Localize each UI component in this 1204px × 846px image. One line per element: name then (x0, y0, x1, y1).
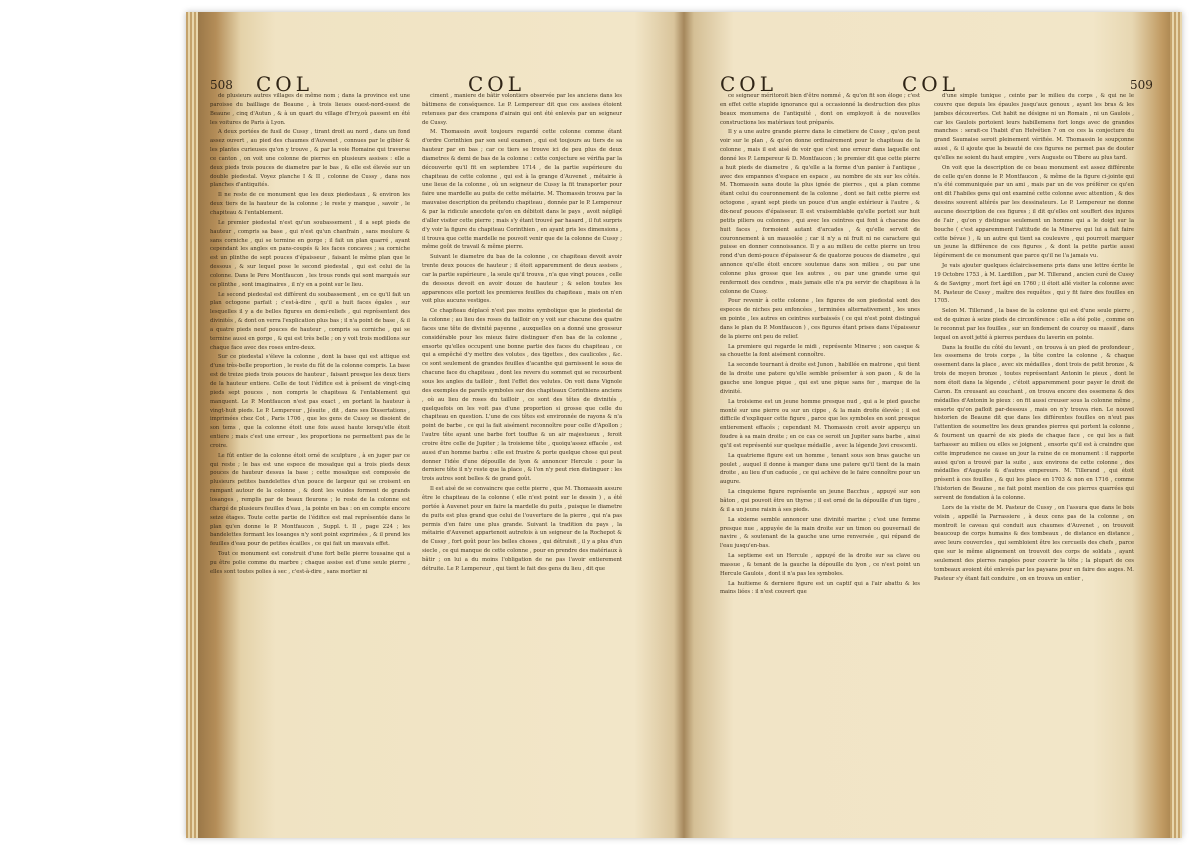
paragraph: La quatrieme figure est un homme , tenant sous son bras gauche un poulet , auquel il donne à manger dans une patere qu'il tient de la main droite , au lieu d'un caducée , ce qui achève de le faire connoître pour un augure. (720, 452, 920, 486)
paragraph: La septieme est un Hercule , appuyé de la droite sur sa clave ou massue , & tenant de la gauche la dépouille du lyon , ce n'est point un Hercule Gaulois , dont il n'a pas les symboles. (720, 553, 920, 577)
open-book (186, 12, 1182, 838)
paragraph: Ce chapiteau déplacé n'est pas moins symbolique que le piedestal de la colonne ; au lieu des roses du tailloir on y voit sur chacune des quatre faces une tête de divinité payenne , auxquelles on a donné une grosseur considérable pour les mieux faire distinguer d'en bas de la colonne , ensorte qu'elles occupent une bonne partie des faces du chapiteau , ce qui a empêché d'y mettre des volutes , des tigettes , des caulicoles , &c. ce sont seulement de grandes feuilles d'acanthe qui garnissent le sous de chacune face du chapiteau , dont les revers du sommet qui se recourbent sous les angles du tailloir , font l'effet des volutes. On voit dans Vignole des exemples de pareils symboles sur des chapiteaux Corinthiens anciens , où au lieu de roses du tailloir , ce sont des têtes de divinités , quelquefois on les voit pas d'une proportion si grosse que celle du chapiteau en question. L'une de ces têtes est environnée de rayons & n'a point de barbe , ce qui la fait aisément reconnoître pour celle d'Apollon ; l'autre tête ayant une barbe fort touffue & un air majestueux , feroit croire être celle de Jupiter ; la troisieme tête , quoiqu'assez effacée , est aussi d'un homme barbu : elle est frustre & porte quelque chose qui peut donner l'idée d'une dépouille de lyon & annoncer Hercule : pour la derniere tête il n'y reste que la place , & l'on n'y peut rien distinguer : les trois autres sont belles & de grand goût. (422, 308, 622, 483)
paragraph: Le fût entier de la colonne étoit orné de sculpture , à en juger par ce qui reste ; le bas est une espece de mosaïque qui a trois pieds deux pouces de hauteur dessus la base ; cette mosaïque est composée de plusieurs petites bandelettes d'un pouce de largeur qui se croisent en rampant autour de la colonne , & dont les vuides forment de grands losanges , remplis par de beaux fleurons ; le reste de la colonne est chargé de plusieurs feuilles d'eau , la pointe en bas : on en compte encore seize étages. Toute cette partie de l'édifice est mal représentée dans le plan qu'en donne le P. Montfaucon , Suppl. t. II , page 224 ; les bandelettes formant les losanges n'y sont point exprimées , & il prend les feuilles d'eau pour de petites écailles , ce qui fait un mauvais effet. (210, 452, 410, 548)
right-page-column-1 (720, 92, 920, 832)
paragraph: Il y a une autre grande pierre dans le cimetiere de Cussy , qu'on peut voir sur le plan , & qu'on donne ordinairement pour le chapiteau de la colonne , mais il est aisé de voir que c'est une erreur dans laquelle ont donné les P. Lempereur & D. Montfaucon ; le premier dit que cette pierre a huit pieds de diametre , & qu'elle a la forme d'un panier à l'antique , avec des empannes d'espace en espace , au nombre de six sur les côtés. M. Thomassin sans doute la plus ignée de pierres , qui a plan comme étant celui du couronnement de la colonne , dont se fait cette pierre est octogone , ayant sept pieds un pouce d'un angle extérieur à l'autre , & dix-neuf pouces d'épaisseur. Il est vraisemblable qu'elle portoit sur huit petits piliers ou colonnes , qui avec les ceintres qui font à chacune des huit faces , formoient autant d'arcades , & qu'elle servoit de couronnement à un mausolée ; car il n'y a ni fruit ni ne caractere qui puisse en donner connoissance. Il y a au milieu de cette pierre un trou rond d'un demi-pouce d'épaisseur & de quatorze pouces de diametre , qui annonce qu'elle étoit encore soutenue dans son milieu , ou par une colonne plus grosse que les autres , ou par une grande urne qui renfermoit des cendres , mais jamais elle n'a pu servir de chapiteau à la colonne de Cussy. (720, 129, 920, 295)
paragraph: La troisieme est un jeune homme presque nud , qui a le pied gauche monté sur une pierre ou sur un cippe , & la main droite élevée ; il est difficile d'expliquer cette figure , parce que les symboles en sont presque entierement effacés ; cependant M. Thomassin croit avoir apperçu un foudre à sa main droite ; en ce cas ce seroit un Jupiter sans barbe , ainsi qu'il est représenté sur quelque médaille , avec la légende Jovi crescenti. (720, 398, 920, 449)
paragraph: Le second piedestal est différent du soubassement , en ce qu'il fait un plan octogone parfait ; c'est-à-dire , qu'il a huit faces égales , sur lesquelles il y a de belles figures en demi-reliefs , qui représentent des divinités , & dont on verra l'explication plus bas ; il n'a point de base , & il a quatre pieds neuf pouces de hauteur , compris sa corniche , qui se termine aussi en gorge , & qui est très belle ; on y voit trois modillons sur chaque face avec des roses entre-deux. (210, 291, 410, 351)
right-page-number: 509 (1130, 78, 1153, 92)
paragraph: Le premier piedestal n'est qu'un soubassement , il a sept pieds de hauteur , compris sa base , qui n'est qu'un chanfrain , sans moulure & sans corniche , qui se termine en gorge ; il fait un plan quarré , ayant cependant les angles en pans-coupés & les faces concaves ; sa corniche est un plinthe de sept pouces d'épaisseur , faisant le même plan que le dessous , & sur lequel pose le second piedestal , qui est celui de la colonne. Dans le Pere Montfaucon , les trous ronds qui sont marqués sur ce plinthe , sont imaginaires , il n'y en a point sur le lieu. (210, 219, 410, 288)
left-page-column-1 (210, 92, 410, 832)
paragraph: Suivant le diametre du bas de la colonne , ce chapiteau devoit avoir trente deux pouces de hauteur ; il étoit apparemment de deux assises , car la partie supérieure , la seule qu'il trouva , n'a que vingt pouces , celle du dessous devoit en avoir douze de hauteur ; & selon toutes les apparences elle portoit les premieres feuilles du chapiteau , mais on n'en voit plus aucuns vestiges. (422, 254, 622, 305)
paragraph: Tout ce monument est construit d'une fort belle pierre tousaine qui a pu être polie comme du marbre ; chaque assise est d'une seule pierre , elles sont toutes polies à sec , c'est-à-dire , sans mortier ni (210, 551, 410, 575)
right-page (684, 12, 1182, 838)
right-running-head-right: COL (902, 72, 959, 96)
paragraph: On voit que la description de ce beau monument est assez différente de celle qu'en donne le P. Montfaucon , & même de la figure ci-jointe qui n'a été communiquée par un ami , mais par un de vos préférer ce qu'en ont dit l'habiles gens qui ont examiné cette colonne avec attention , & des dessins souvent altérés par les dessinateurs. Le P. Lempereur ne donne aucune description de ces figures ; il dit qu'elles ont souffert des injures de l'air , qu'on y distingue seulement un homme qui a le doigt sur la bouche ( c'est apparemment l'attitude de la Minerve qui lui a fait faire cette bévue ) , & un autre qui tient sa couleuvre , qui pourroit marquer un jeune la différence de ces figures , & dont la petite partie aussi légérement de ce monument que parce qu'il ne l'a jamais vu. (934, 164, 1134, 260)
left-running-head-left: COL (256, 72, 313, 96)
paragraph: ciment , maniere de bâtir volontiers observée par les anciens dans les bâtimens de conséquence. Le P. Lempereur dit que ces assises étoient retenues par des crampons d'airain qui ont été enlevés par un seigneur de Cussy. (422, 93, 622, 126)
paragraph: Il ne reste de ce monument que les deux piedestaux , & environ les deux tiers de la hauteur de la colonne ; le reste y manque , savoir , le chapiteau & l'entablement. (210, 192, 410, 216)
paragraph: Lors de la visite de M. Pasteur de Cussy , on l'assura que dans le bois voisin , appellé la Parrassiere , à deux cens pas de la colonne , on montroit le caveau qui conduit aux chaumes d'Auvenet , on trouvoit beaucoup de corps humains & des tombeaux , de distance en distance , avec leurs couvercles , qui sembloient être les cercueils des chefs , parce que sur le même alignement on trouvoit des corps de soldats , ayant seulement des pierres rangées pour couvrir la tête ; la plupart de ces tombeaux avoient été enlevés par les paysans pour en faire des auges. M. Pasteur s'y étant fait conduire , on en trouva un entier , (934, 504, 1134, 582)
paragraph: Selon M. Tillerand , la base de la colonne qui est d'une seule pierre , est de quinze à seize pieds de circonférence : elle a été polie , comme on le reconnut par les fouilles , sur un fondement de couroy ou massif , dans lequel on avoit jetté à pierres perdues du laverin en pointe. (934, 308, 1134, 341)
paragraph: d'une simple tunique , ceinte par le milieu du corps , & qui ne le couvre que depuis les épaules jusqu'aux genoux , ayant les bras & les jambes découvertes. Cet habit ne désigne ni un Romain , ni un Gaulois , car les Gaulois portoient leurs habillemens fort longs avec de grandes manches : serait-ce l'habit d'un Helvétien ? on ce ces la conjecture du grand Saumaise seroit pleinement vérifiée. M. Thomassin le soupçonne aussi , & il ajoute que la beauté de ces figures ne permet pas de douter qu'elles ne soient du haut empire , vers Auguste ou Tibere au plus tard. (934, 93, 1134, 161)
paragraph: La huitieme & derniere figure est un captif qui a l'air abattu & les mains liées : il n'est couvert que (720, 580, 920, 596)
paragraph: Il est aisé de se convaincre que cette pierre , que M. Thomassin assure être le chapiteau de la colonne ( elle n'est point sur le dessin ) , a été portée à Auvenet pour en faire la mardelle du puits , puisque le diametre du puits est plus grand que celui de l'ouverture de la pierre , qui n'a pas permis d'en faire une plus grande. Suivant la tradition du pays , la métairie d'Auvenet appartenoit autrefois à un seigneur de la Rochepot & de Cussy , fort goût pour les belles choses , qui détruisit , il y a plus d'un siecle , ce qui manque de cette colonne , pour en prendre des matériaux à bâtir ; on lui a du moins l'obligation de ne pas l'avoir entierement détruite. Le P. Lempereur , qui tient le fait des gens du lieu , dit que (422, 486, 622, 572)
paragraph: ce seigneur méritoroit bien d'être nommé , & qu'on fit son éloge ; c'est en effet cette stupide ignorance qui a occasionné la destruction des plus beaux monumens de l'antiquité , dont on employoit à de nouvelles constructions les matériaux tout préparés. (720, 93, 920, 126)
right-running-head-left: COL (720, 72, 777, 96)
paragraph: de plusieurs autres villages de même nom ; dans la province est une paroisse du bailliage de Beaune , à trois lieues ouest-nord-ouest de Beaune , cinq d'Autun , & à un quart du village d'Ivry,où passent en été les voitures de Paris à Lyon. (210, 93, 410, 126)
left-page-edge (186, 12, 198, 838)
right-page-edge (1170, 12, 1182, 838)
paragraph: A deux portées de fusil de Cussy , tirant droit au nord , dans un fond assez ouvert , au pied des chaumes d'Auvenet , connues par le gibier & les plantes curieuses qu'on y trouve , & par la voie Romaine qui traverse ce canton , on voit une colonne de pierres en plusieurs assises : elle a deux pieds trois pouces de diametre par le bas , & elle est élevée sur un double piedestal. Voyez planche I & II , colonne de Cussy , dans nos planches d'antiquités. (210, 129, 410, 189)
paragraph: Pour revenir à cette colonne , les figures de son piedestal sont des especes de niches peu enfoncées , terminées alternativement , les unes en pointe , les autres en ceintres surbaissés ( ce qui n'est point distingué dans le plan du P. Montfaucon ) , ces figures étant prises dans l'épaisseur de la pierre ont peu de relief. (720, 298, 920, 340)
paragraph: Je vais ajouter quelques éclaircissemens pris dans une lettre écrite le 19 Octobre 1753 , à M. Lardillon , par M. Tillerand , ancien curé de Cussy & de Savigny , mort fort âgé en 1760 ; il étoit allé visiter la colonne avec M. Pasteur de Cussy , maître des requêtes , qui y fit faire des fouilles en 1705. (934, 263, 1134, 305)
left-page-column-2 (422, 92, 622, 832)
left-running-head-right: COL (468, 72, 525, 96)
left-page-number: 508 (210, 78, 233, 92)
paragraph: Dans la fouille du côté du levant , on trouva à un pied de profondeur , les ossemens de trois corps , la tête contre la colonne , & chaque ossement dans la place , avec six médailles , dont trois de petit bronze , & trois de moyen bronze , toutes représentant Antonin le pieux , dont le nom étoit dans la légende , c'étoit apparemment pour payer le droit de Caron. En creusant au couchant , on trouva encore des ossemens & des médailles d'Antonin le pieux : on fit aussi creuser sous la colonne même , ensorte qu'on pafloit par-dessous , mais on n'y trouva rien. Le nouvel historien de Beaune dit que dans les différentes fouilles on n'eut pas l'attention de soumettre les deux grandes pierres qui portent la colonne , & fournent un quarré de six pieds de chaque face , ce qui les a fait tarhasser au milieu ou elles se joignent , ensorte qu'il est à craindre que cette imprudence ne cause un jour la ruine de ce monument : il rapporte aussi qu'on a trouvé par la suite , aux environs de cette colonne , des médailles d'Auguste & d'autres empereurs. M. Tillerand , qui étoit présent à ces fouilles , & qui les place en 1703 & non en 1716 , comme l'historien de Beaune , ne fait point mention de ces pierres quarrées qui servent de fondation à la colonne. (934, 344, 1134, 501)
paragraph: La cinquieme figure représente un jeune Bacchus , appuyé sur son bâton , qui pouvoit être un thyrse ; il est orné de la dépouille d'un tigre , & il a un jeune raisin à ses pieds. (720, 489, 920, 513)
paragraph: La premiere qui regarde le midi , représente Minerve ; son casque & sa chouette la font aisément connoître. (720, 343, 920, 359)
left-page (186, 12, 684, 838)
paragraph: La sixieme semble annoncer une divinité marine ; c'est une femme presque nue , appuyée de la main droite sur un timon ou gouvernail de navire , & soutenant de la gauche une urne renversée , qui répand de l'eau jusqu'en-bas. (720, 516, 920, 550)
right-page-column-2 (934, 92, 1134, 832)
paragraph: M. Thomassin avoit toujours regardé cette colonne comme étant d'ordre Corinthien par son seul examen , qui est toujours au tiers de sa hauteur par en bas ; car ce tiers se trouve ici de peu plus de deux diametres & demi de bas de la colonne : cette conjecture se vérifia par la découverte qu'il fit en septembre 1714 , de la partie supérieure du chapiteau de cette colonne , qui est à la grange d'Auvenet , métairie à une lieue de la colonne , où un seigneur de Cussy la fit transporter pour faire une mardelle au puits de cette métairie. M. Thomassin trouva par la mauvaise description du prétendu chapiteau , donnée par le P. Lempereur & par la ridicule anecdote qu'on en débitoit dans le pays , avoit négligé d'aller visiter cette pierre ; mais s'y étant trouvé par hasard , il fut surpris d'y voir la figure du chapiteau Corinthien , en ayant pris les dimensions , il trouva que cette mardelle ne pouvoit venir que de la colonne de Cussy ; même goût de travail & même pierre. (422, 129, 622, 251)
paragraph: La seconde tournant à droite est Junon , habillée en matrone , qui tient de la droite une patere qu'elle semble présenter à son paon , & de la gauche une longue pique , qui est une pique sans fer , marque de la divinité. (720, 362, 920, 395)
paragraph: Sur ce piedestal s'éleve la colonne , dont la base qui est attique est d'une très-belle proportion , le reste du fût de la colonne compris. La base est de treize pieds trois pouces de hauteur , faisant presque les deux tiers de la hauteur entiere. Celle de tout l'édifice est à présent de vingt-cinq pieds sept pouces , non compris le chapiteau & l'entablement qui manquent. Le P. Montfaucon n'est pas exact , en portant la hauteur à vingt-huit pieds. Le P. Lempereur , Jésuite , dit , dans ses Dissertations , imprimées chez Cot , Paris 1706 , que les gens de Cussy se disoient de son tems , que la colonne étoit une fois aussi haute lorsqu'elle étoit entiere ; mais c'est une erreur , les proportions ne permettent pas de le croire. (210, 354, 410, 449)
